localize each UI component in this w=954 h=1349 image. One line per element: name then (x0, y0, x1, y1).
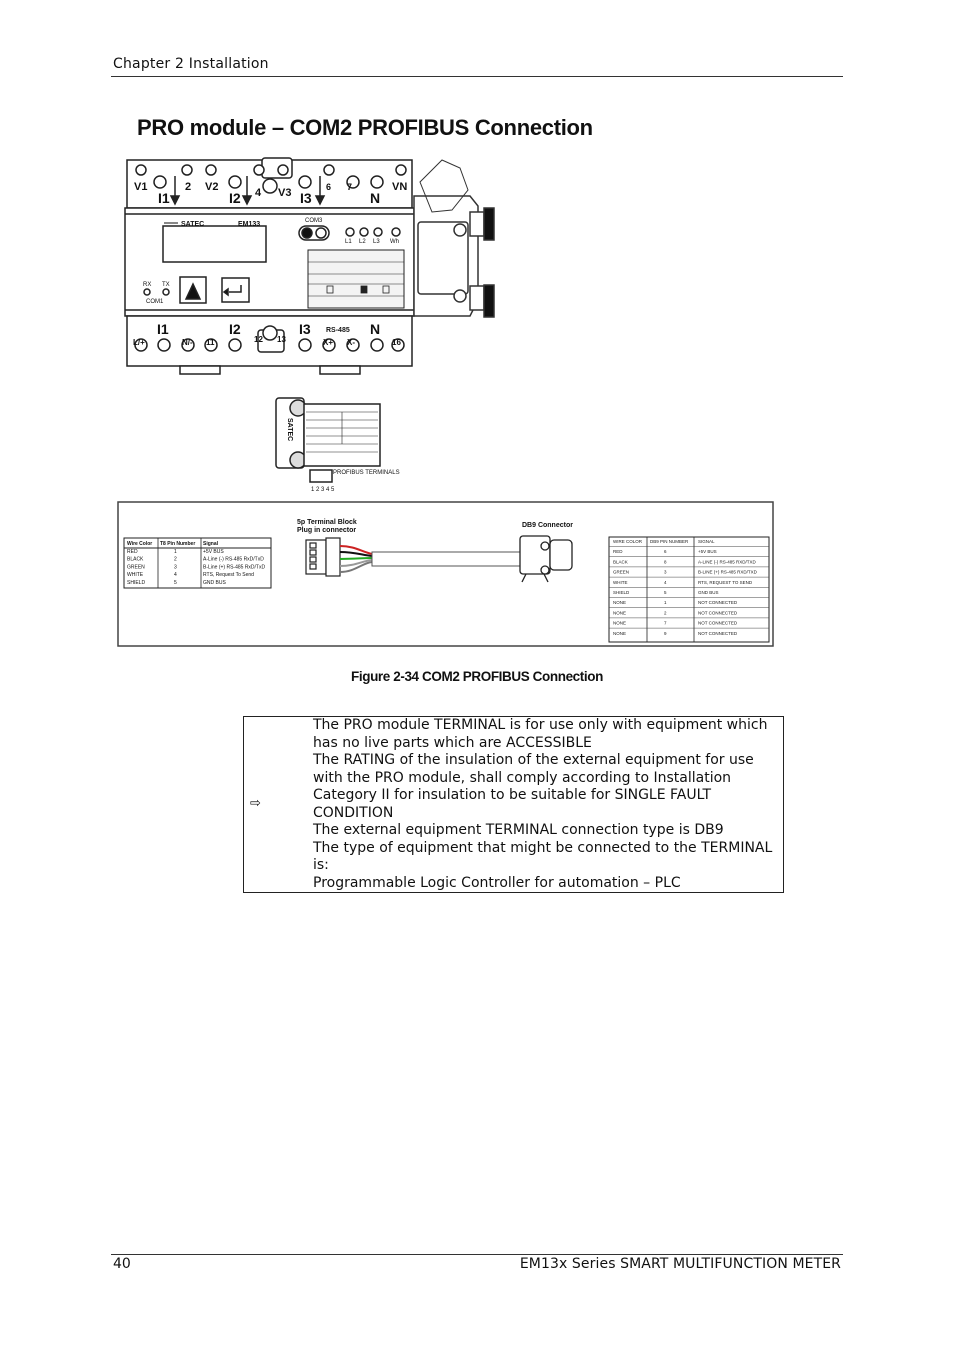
com1-label: COM1 (146, 299, 164, 305)
section-title: PRO module – COM2 PROFIBUS Connection (137, 115, 593, 140)
terminal-block-label: 5p Terminal Block (297, 519, 357, 526)
terminal-pins: 1 2 3 4 5 (311, 487, 335, 493)
meter-bottom-13: 13 (277, 335, 286, 344)
right-cell: 1 (664, 600, 667, 606)
meter-bottom-Xplus: X+ (323, 338, 334, 347)
meter-label-6: 6 (326, 182, 332, 192)
right-cell: NOT CONNECTED (698, 630, 738, 636)
right-cell: 3 (664, 569, 667, 575)
meter-label-7: 7 (347, 182, 353, 192)
left-header: T8 Pin Number (160, 541, 196, 547)
right-cell: 5 (664, 590, 667, 595)
meter-brand: SATEC (181, 221, 205, 228)
left-cell: GREEN (127, 564, 145, 571)
right-cell: NOT CONNECTED (698, 610, 738, 616)
rx-label: RX (143, 282, 152, 288)
figure-caption: Figure 2-34 COM2 PROFIBUS Connection (351, 669, 603, 684)
meter-bottom-L: L/+ (133, 338, 145, 347)
meter-bottom-N-minus: N/- (182, 338, 193, 347)
footer-product: EM13x Series SMART MULTIFUNCTION METER (519, 1256, 841, 1272)
meter-label-V2: V2 (205, 181, 219, 193)
plug-connector-label: Plug in connector (297, 527, 357, 534)
cable (372, 552, 520, 566)
page-number: 40 (113, 1256, 131, 1272)
terminal-plug (306, 538, 340, 576)
right-cell: NONE (613, 610, 627, 616)
profibus-terminals-label: PROFIBUS TERMINALS (333, 470, 400, 476)
meter-label-V3: V3 (278, 187, 292, 199)
right-cell: 6 (664, 549, 667, 555)
right-header: DB9 PIN NUMBER (650, 539, 689, 544)
right-cell: 4 (664, 579, 667, 585)
note-line: The PRO module TERMINAL is for use only with equipment which has no live parts which are ACCESSIBLE (313, 717, 768, 751)
meter-model: EM133 (238, 221, 261, 228)
left-cell: BLACK (127, 556, 144, 563)
right-cell: NONE (613, 600, 627, 606)
left-cell: 1 (174, 548, 177, 555)
left-cell: 4 (174, 572, 177, 579)
led-label-L2: L2 (359, 239, 366, 245)
right-cell: 8 (664, 559, 667, 565)
side-module (414, 160, 494, 317)
left-cell: WHITE (127, 572, 144, 579)
led-label-L1: L1 (345, 239, 352, 245)
led-label-Wh: Wh (390, 239, 399, 245)
left-cell: 2 (174, 556, 177, 563)
rs485-label: RS-485 (326, 327, 350, 334)
note-line: The RATING of the insulation of the external equipment for use with the PRO module, shall comply according to Installation Category II for insulation to be suitable for SINGLE FAULT CONDITION (313, 752, 754, 821)
left-cell: B-Line (+) RS-485 RxD/TxD (203, 564, 266, 571)
safety-note-text (313, 717, 779, 892)
meter-label-I3: I3 (300, 190, 312, 206)
left-cell: SHIELD (127, 580, 146, 586)
left-cell: A-Line (-) RS-485 RxD/TxD (203, 556, 264, 563)
right-header: WIRE COLOR (613, 539, 643, 544)
right-cell: NOT CONNECTED (698, 600, 738, 606)
right-wire-table (609, 537, 769, 642)
right-header: SIGNAL (698, 539, 715, 544)
tx-label: TX (162, 282, 170, 288)
note-arrow-icon: ⇨ (250, 796, 261, 811)
meter-bottom-Xminus: X- (347, 338, 355, 347)
meter-bottom-I2: I2 (229, 321, 241, 337)
right-cell: 7 (664, 620, 667, 626)
meter-label-VN: VN (392, 181, 408, 193)
meter-label-2: 2 (185, 181, 192, 193)
note-line: Programmable Logic Controller for automation – PLC (313, 874, 681, 891)
right-cell: 2 (664, 610, 667, 616)
right-cell: WHITE (613, 579, 628, 585)
db9-label: DB9 Connector (522, 522, 573, 529)
right-cell: NONE (613, 620, 627, 626)
meter-bottom-11: 11 (206, 338, 215, 347)
meter-label-I2: I2 (229, 190, 241, 206)
meter-bottom-12: 12 (254, 335, 263, 344)
right-cell: SHIELD (613, 590, 630, 595)
meter-label-4: 4 (255, 187, 262, 199)
led-label-L3: L3 (373, 239, 380, 245)
running-header: Chapter 2 Installation (113, 56, 269, 72)
left-header: Signal (203, 541, 219, 547)
module-brand: SATEC (286, 418, 293, 442)
right-cell: GREEN (613, 569, 630, 575)
meter-bottom-I1: I1 (157, 321, 169, 337)
right-cell: 9 (664, 630, 667, 636)
right-cell: RED (613, 549, 623, 555)
meter-label-N: N (370, 190, 381, 206)
right-cell: NONE (613, 630, 627, 636)
right-cell: RTS, REQUEST TO SEND (698, 579, 753, 585)
left-cell: GND BUS (203, 580, 226, 586)
meter-bottom-N: N (370, 321, 381, 337)
left-wire-table (124, 538, 271, 588)
note-line: The external equipment TERMINAL connection type is DB9 (313, 822, 724, 838)
meter-label-V1: V1 (134, 181, 148, 193)
right-cell: BLACK (613, 559, 628, 565)
com3-label: COM3 (305, 218, 323, 224)
right-cell: +5V BUS (698, 549, 717, 555)
footer-rule (111, 1254, 843, 1255)
right-cell: A-LINE (-) RS-485 RXD/TXD (698, 559, 756, 565)
left-cell: 5 (174, 580, 177, 586)
meter-label-I1: I1 (158, 190, 170, 206)
right-cell: GND BUS (698, 590, 719, 595)
meter-bottom-16: 16 (392, 338, 401, 347)
left-cell: +5V BUS (203, 548, 224, 555)
left-cell: RTS, Request To Send (203, 572, 254, 579)
meter-bottom-I3: I3 (299, 321, 311, 337)
note-line: The type of equipment that might be connected to the TERMINAL is: (313, 839, 773, 873)
left-header: Wire Color (127, 541, 153, 547)
right-cell: B-LINE (+) RS-485 RXD/TXD (698, 569, 757, 575)
right-cell: NOT CONNECTED (698, 620, 738, 626)
left-cell: 3 (174, 564, 177, 571)
left-cell: RED (127, 548, 138, 555)
